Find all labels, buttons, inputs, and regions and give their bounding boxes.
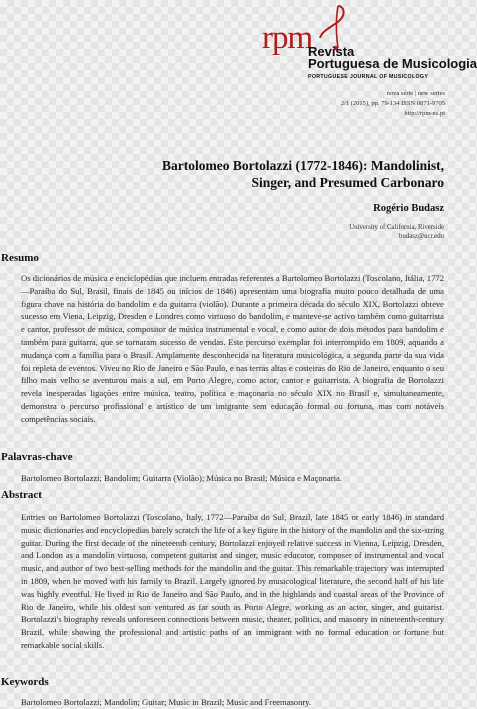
keywords-heading: Keywords (1, 676, 49, 688)
resumo-heading: Resumo (1, 252, 39, 264)
abstract-text: Entries on Bartolomeo Bortolazzi (Toscolano, Italy, 1772—Paraíba do Sul, Brazil, late 1845 or early 1846) in standard music dictionaries and encyclopedias barely scratch the life of a key figure in the history of the mandolin and the six-string guitar. During the first decade of the nineteenth century, Bortolazzi enjoyed relative success in Vienna, Leipzig, Dresden, and London as a mandolin virtuoso, competent guitarist and singer, music educator, composer of instrumental and vocal music, and author of two best-selling methods for the mandolin and the guitar. This remarkable trajectory was interrupted in 1809, when he moved with his family to Brazil. Largely ignored by musicological literature, the second half of his life was highly eventful. He lived in Rio de Janeiro and São Paulo, and in the highlands and coastal areas of the Province of Rio de Janeiro, while his oldest son ventured as far south as Porto Alegre, working as an actor, singer, and guitarist. Bortolazzi's biography reveals unforeseen connections between music, theater, politics, and masonry in nineteenth-century Brazil, while showing the professional and artistic paths of an immigrant with no formal education or fortune but remarkable social skills. (21, 512, 444, 650)
issue-info: 2/1 (2015), pp. 79-134 ISSN 0871-9705 (340, 100, 445, 107)
author-name: Rogério Budasz (373, 203, 444, 214)
journal-name-line1: Revista (308, 44, 355, 59)
journal-subtitle: PORTUGUESE JOURNAL OF MUSICOLOGY (308, 74, 429, 80)
author-affiliation: University of California, Riverside (349, 224, 444, 231)
resumo-text: Os dicionários de música e enciclopédias que incluem entradas referentes a Bartolomeo Bortolazzi (Toscolano, Itália, 1772—Paraíba do Sul, Brasil, finais de 1845 ou inícios de 1846) apresentam uma biografia muito pouco detalhada de uma figura chave na história do bandolim e da guitarra (violão). Durante a primeira década do século XIX, Bortolazzi obteve sucesso em Viena, Leipzig, Dresden e Londres como virtuoso do bandolim, e manteve-se activo também como guitarrista e cantor, professor de música, compositor de música instrumental e vocal, e como autor de dois métodos para bandolim e também para guitarra, que se tornaram sucesso de vendas. Este percurso exemplar foi interrompido em 1809, aquando a mudança com a família para o Brasil. Amplamente desconhecida na literatura musicológica, a segunda parte da sua vida foi repleta de eventos. Viveu no Rio de Janeiro e São Paulo, e nas terras altas e costeiras do Rio de Janeiro, enquanto o seu filho mais velho se aventurou mais a sul, em Porto Alegre, como actor, cantor e guitarrista. A biografia de Bortolazzi revela inesperadas ligações entre música, teatro, política e maçonaria no século XIX no Brasil e, simultaneamente, demonstra o percurso profissional e artístico de um imigrante sem educação formal ou fortuna, mas com notáveis competências sociais. (21, 273, 444, 424)
title-line-2: Singer, and Presumed Carbonaro (251, 175, 444, 190)
journal-name (308, 46, 477, 70)
series-label: nova série | new series (386, 90, 445, 97)
article-title (162, 157, 444, 191)
journal-acronym: rpm (262, 20, 313, 56)
title-line-1: Bartolomeo Bortolazzi (1772-1846): Mandolinist, (162, 158, 444, 173)
palavras-chave-heading: Palavras-chave (1, 451, 73, 463)
journal-logo (262, 4, 477, 82)
keywords-text: Bartolomeo Bortolazzi; Mandolin; Guitar; Music in Brazil; Music and Freemasonry. (21, 697, 312, 707)
author-email[interactable]: budasz@ucr.edu (399, 233, 444, 240)
abstract-heading: Abstract (1, 489, 42, 501)
journal-url[interactable]: http://rpm-ns.pt (404, 110, 445, 117)
journal-name-line2: Portuguesa de Musicologia (308, 56, 477, 71)
palavras-chave-text: Bartolomeo Bortolazzi; Bandolim; Guitarra (Violão); Música no Brasil; Música e Maçonaria. (21, 473, 342, 483)
